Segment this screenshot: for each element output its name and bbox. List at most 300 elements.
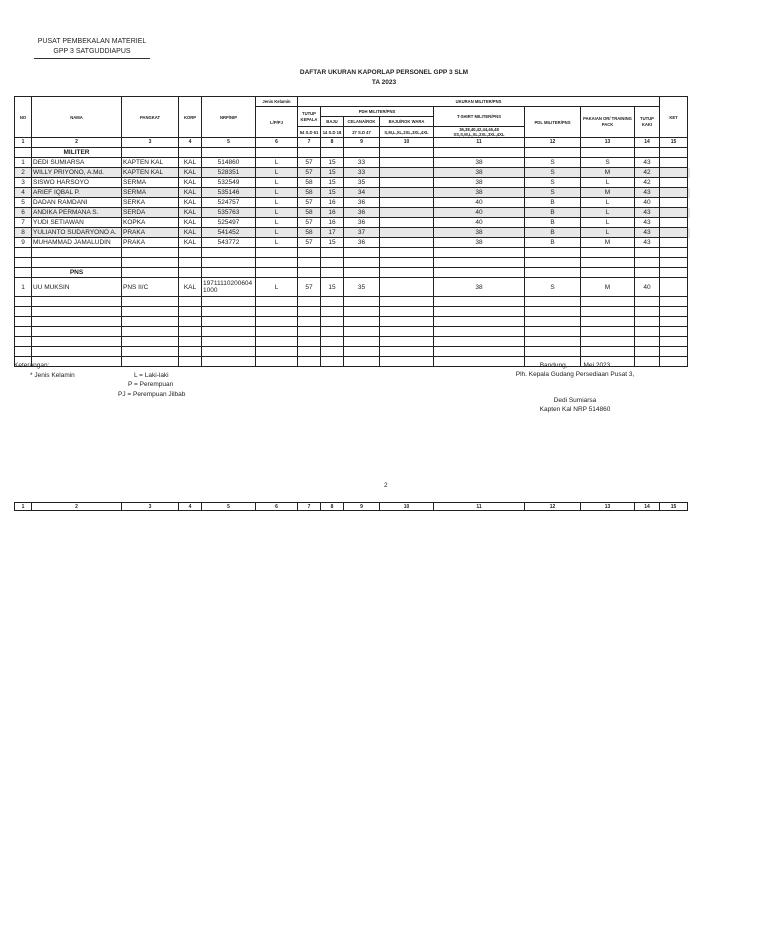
cell-baju: 15 (321, 278, 344, 297)
column-number: 5 (202, 138, 256, 148)
cell-baju-rok (380, 228, 434, 238)
cell-tutup-kaki: 43 (635, 238, 660, 248)
cell-lp: L (256, 168, 298, 178)
empty-cell (179, 357, 202, 367)
cell-pdl: B (525, 238, 581, 248)
empty-cell (581, 268, 635, 278)
cell-pangkat: SERDA (122, 208, 179, 218)
empty-cell (298, 258, 321, 268)
empty-cell (434, 148, 525, 158)
empty-cell (525, 327, 581, 337)
empty-cell (321, 337, 344, 347)
cell-pangkat: SERMA (122, 178, 179, 188)
empty-row (15, 248, 688, 258)
empty-cell (660, 248, 688, 258)
empty-cell (15, 307, 32, 317)
cell-tshirt: 38 (434, 188, 525, 198)
column-number: 3 (122, 138, 179, 148)
empty-cell (344, 248, 380, 258)
cell-nama: UU MUKSIN (32, 278, 122, 297)
cell-nrp: 535146 (202, 188, 256, 198)
cell-baju-rok (380, 238, 434, 248)
empty-cell (344, 317, 380, 327)
cell-nrp: 528351 (202, 168, 256, 178)
empty-cell (179, 347, 202, 357)
cell-lp: L (256, 278, 298, 297)
cell-nama: YULIANTO SUDARYONO A. (32, 228, 122, 238)
cell-nama: ARIEF IQBAL P. (32, 188, 122, 198)
empty-cell (380, 357, 434, 367)
cell-tutup-kaki: 43 (635, 188, 660, 198)
empty-cell (635, 347, 660, 357)
empty-cell (344, 347, 380, 357)
empty-cell (321, 148, 344, 158)
cell-korp: KAL (179, 198, 202, 208)
empty-cell (660, 258, 688, 268)
empty-cell (256, 327, 298, 337)
column-number: 8 (321, 503, 344, 511)
notes-l: L = Laki-laki (134, 372, 169, 379)
cell-no: 6 (15, 208, 32, 218)
empty-cell (635, 248, 660, 258)
empty-cell (581, 307, 635, 317)
cell-celana: 36 (344, 198, 380, 208)
cell-pangkat: KOPKA (122, 218, 179, 228)
cell-baju-rok (380, 198, 434, 208)
cell-korp: KAL (179, 278, 202, 297)
empty-cell (15, 327, 32, 337)
section-label-row (15, 268, 688, 278)
cell-baju-rok (380, 168, 434, 178)
notes-block (14, 361, 49, 371)
empty-cell (660, 327, 688, 337)
empty-cell (344, 258, 380, 268)
footer-column-number-row (14, 502, 688, 511)
cell-pangkat: PNS II/C (122, 278, 179, 297)
cell-baju: 15 (321, 168, 344, 178)
empty-cell (380, 307, 434, 317)
cell-pakaian: M (581, 278, 635, 297)
empty-cell (581, 327, 635, 337)
empty-cell (660, 307, 688, 317)
empty-cell (32, 337, 122, 347)
cell-tutup-kaki: 40 (635, 198, 660, 208)
cell-pangkat: KAPTEN KAL (122, 168, 179, 178)
empty-cell (256, 347, 298, 357)
header-nama: NAMA (32, 97, 122, 138)
empty-cell (321, 248, 344, 258)
cell-baju: 16 (321, 218, 344, 228)
notes-pj: PJ = Perempuan Jilbab (118, 391, 186, 398)
cell-tutup-kaki: 40 (635, 278, 660, 297)
header-pdl: PDL MILITER/PNS (525, 107, 581, 138)
cell-celana: 36 (344, 208, 380, 218)
org-line-2: GPP 3 SATGUDDIAPUS (34, 47, 150, 59)
empty-cell (581, 148, 635, 158)
empty-cell (256, 248, 298, 258)
table-row (15, 168, 688, 178)
cell-nama: DADAN RAMDANI (32, 198, 122, 208)
header-tutup-kepala: TUTUP KEPALA (298, 107, 321, 127)
empty-cell (321, 347, 344, 357)
cell-tutup-kepala: 58 (298, 208, 321, 218)
empty-cell (660, 268, 688, 278)
empty-cell (321, 307, 344, 317)
empty-cell (15, 268, 32, 278)
empty-cell (32, 327, 122, 337)
cell-pakaian: M (581, 188, 635, 198)
cell-celana: 36 (344, 238, 380, 248)
cell-tutup-kepala: 57 (298, 158, 321, 168)
cell-baju-rok (380, 208, 434, 218)
empty-cell (434, 248, 525, 258)
column-number: 9 (344, 503, 380, 511)
empty-cell (179, 337, 202, 347)
empty-cell (256, 357, 298, 367)
header-baju: BAJU (321, 117, 344, 127)
empty-cell (298, 297, 321, 307)
cell-korp: KAL (179, 218, 202, 228)
cell-baju-rok (380, 178, 434, 188)
cell-baju: 15 (321, 178, 344, 188)
range-baju: 14 S.D 18 (321, 127, 344, 138)
cell-nama: MUHAMMAD JAMALUDIN (32, 238, 122, 248)
cell-baju-rok (380, 218, 434, 228)
empty-cell (256, 148, 298, 158)
column-number: 14 (635, 138, 660, 148)
cell-pdl: B (525, 208, 581, 218)
cell-tutup-kepala: 58 (298, 188, 321, 198)
cell-no: 1 (15, 278, 32, 297)
empty-cell (635, 268, 660, 278)
cell-celana: 35 (344, 278, 380, 297)
empty-cell (321, 268, 344, 278)
title-line-1: DAFTAR UKURAN KAPORLAP PERSONEL GPP 3 SLM (299, 69, 469, 76)
table-row (15, 158, 688, 168)
empty-cell (321, 357, 344, 367)
cell-pakaian: L (581, 228, 635, 238)
cell-tutup-kaki: 43 (635, 218, 660, 228)
empty-cell (434, 297, 525, 307)
column-number: 7 (298, 138, 321, 148)
empty-cell (581, 317, 635, 327)
cell-pangkat: KAPTEN KAL (122, 158, 179, 168)
notes-p: P = Perempuan (128, 381, 174, 388)
cell-lp: L (256, 158, 298, 168)
column-number: 1 (15, 138, 32, 148)
empty-cell (344, 297, 380, 307)
header-ket: KET (660, 97, 688, 138)
empty-cell (635, 258, 660, 268)
empty-cell (202, 307, 256, 317)
cell-no: 3 (15, 178, 32, 188)
cell-tutup-kepala: 57 (298, 218, 321, 228)
empty-cell (122, 337, 179, 347)
empty-cell (32, 297, 122, 307)
table-row (15, 228, 688, 238)
column-number: 8 (321, 138, 344, 148)
empty-cell (202, 258, 256, 268)
empty-cell (525, 258, 581, 268)
empty-cell (15, 297, 32, 307)
range-tshirt: 36,38,40,42,44,46,48 XS,S,M,L,XL,2XL,3XL,4XL (434, 127, 525, 138)
empty-cell (581, 297, 635, 307)
cell-tshirt: 38 (434, 168, 525, 178)
empty-cell (256, 337, 298, 347)
empty-cell (122, 297, 179, 307)
empty-cell (256, 268, 298, 278)
cell-celana: 34 (344, 188, 380, 198)
cell-tutup-kepala: 57 (298, 278, 321, 297)
empty-cell (434, 307, 525, 317)
empty-cell (256, 317, 298, 327)
header-jenis-kelamin: Jenis Kelamin (256, 97, 298, 107)
empty-cell (380, 258, 434, 268)
empty-cell (635, 148, 660, 158)
header-celana: CELANA/ROK (344, 117, 380, 127)
cell-pakaian: L (581, 178, 635, 188)
empty-cell (344, 148, 380, 158)
cell-baju-rok (380, 278, 434, 297)
empty-cell (15, 337, 32, 347)
cell-pdl: S (525, 278, 581, 297)
cell-tutup-kaki: 43 (635, 158, 660, 168)
table-row (15, 188, 688, 198)
cell-pakaian: M (581, 238, 635, 248)
cell-pangkat: PRAKA (122, 238, 179, 248)
cell-pakaian: S (581, 158, 635, 168)
empty-cell (635, 297, 660, 307)
empty-cell (32, 248, 122, 258)
cell-no: 5 (15, 198, 32, 208)
column-number: 11 (434, 503, 525, 511)
empty-cell (202, 317, 256, 327)
cell-baju: 16 (321, 198, 344, 208)
cell-nrp: 514860 (202, 158, 256, 168)
cell-tshirt: 40 (434, 198, 525, 208)
empty-row (15, 258, 688, 268)
organization-header (34, 37, 150, 59)
cell-no: 8 (15, 228, 32, 238)
table-row (15, 178, 688, 188)
title-line-2: TA 2023 (371, 79, 397, 86)
cell-nama: DEDI SUMIARSA (32, 158, 122, 168)
cell-ket (660, 208, 688, 218)
empty-cell (122, 317, 179, 327)
empty-cell (122, 347, 179, 357)
column-number: 15 (660, 503, 688, 511)
column-number: 9 (344, 138, 380, 148)
signature-name: Dedi Sumiarsa (553, 397, 597, 404)
cell-pakaian: L (581, 218, 635, 228)
empty-cell (434, 317, 525, 327)
header-pdh: PDH MILITER/PNS (321, 107, 434, 117)
cell-korp: KAL (179, 178, 202, 188)
empty-cell (15, 148, 32, 158)
empty-cell (380, 297, 434, 307)
empty-row (15, 297, 688, 307)
empty-cell (122, 148, 179, 158)
cell-tutup-kaki: 43 (635, 228, 660, 238)
column-number: 10 (380, 138, 434, 148)
empty-cell (298, 327, 321, 337)
cell-baju: 17 (321, 228, 344, 238)
cell-pangkat: SERKA (122, 198, 179, 208)
empty-cell (380, 337, 434, 347)
cell-pdl: B (525, 218, 581, 228)
empty-cell (581, 258, 635, 268)
personnel-size-table (14, 96, 688, 367)
empty-cell (202, 248, 256, 258)
cell-korp: KAL (179, 188, 202, 198)
cell-nrp: 543772 (202, 238, 256, 248)
cell-baju: 15 (321, 188, 344, 198)
empty-row (15, 337, 688, 347)
empty-cell (32, 258, 122, 268)
cell-nrp: 19711110200604 1000 (202, 278, 256, 297)
empty-cell (635, 327, 660, 337)
empty-cell (179, 307, 202, 317)
empty-cell (202, 297, 256, 307)
cell-pakaian: L (581, 198, 635, 208)
cell-lp: L (256, 238, 298, 248)
cell-lp: L (256, 208, 298, 218)
empty-cell (380, 327, 434, 337)
table-row (15, 208, 688, 218)
cell-tshirt: 38 (434, 278, 525, 297)
header-baju-rok: BAJU/ROK WARA (380, 117, 434, 127)
cell-ket (660, 278, 688, 297)
empty-cell (179, 248, 202, 258)
empty-cell (15, 347, 32, 357)
empty-cell (581, 347, 635, 357)
column-number: 3 (122, 503, 179, 511)
empty-cell (660, 347, 688, 357)
column-number: 11 (434, 138, 525, 148)
range-celana: 27 S.D 47 (344, 127, 380, 138)
table-row (15, 218, 688, 228)
cell-baju-rok (380, 188, 434, 198)
empty-cell (122, 258, 179, 268)
document-title (0, 68, 768, 88)
empty-cell (660, 297, 688, 307)
cell-pdl: S (525, 188, 581, 198)
empty-cell (525, 248, 581, 258)
header-no: NO (15, 97, 32, 138)
cell-korp: KAL (179, 228, 202, 238)
column-number: 10 (380, 503, 434, 511)
empty-cell (660, 317, 688, 327)
column-number: 2 (32, 138, 122, 148)
empty-cell (660, 357, 688, 367)
header-tutup-kaki: TUTUP KAKI (635, 107, 660, 138)
empty-cell (525, 317, 581, 327)
header-lp: L/P/PJ (256, 107, 298, 138)
header-ukuran: UKURAN MILITER/PNS (298, 97, 660, 107)
signature-role: Plh. Kepala Gudang Persediaan Pusat 3, (515, 370, 635, 378)
empty-cell (321, 297, 344, 307)
cell-baju-rok (380, 158, 434, 168)
cell-celana: 36 (344, 218, 380, 228)
empty-cell (344, 307, 380, 317)
cell-no: 7 (15, 218, 32, 228)
cell-lp: L (256, 198, 298, 208)
cell-lp: L (256, 188, 298, 198)
section-label: PNS (32, 268, 122, 278)
column-number: 12 (525, 138, 581, 148)
empty-cell (581, 248, 635, 258)
cell-ket (660, 238, 688, 248)
cell-nrp: 535763 (202, 208, 256, 218)
cell-lp: L (256, 178, 298, 188)
empty-cell (202, 337, 256, 347)
empty-cell (179, 148, 202, 158)
empty-row (15, 347, 688, 357)
empty-cell (122, 327, 179, 337)
cell-korp: KAL (179, 238, 202, 248)
cell-nrp: 532549 (202, 178, 256, 188)
empty-cell (298, 268, 321, 278)
empty-cell (525, 148, 581, 158)
column-number: 6 (256, 503, 298, 511)
cell-nrp: 525497 (202, 218, 256, 228)
empty-cell (32, 347, 122, 357)
cell-nama: WILLY PRIYONO, A.Md. (32, 168, 122, 178)
cell-tshirt: 38 (434, 228, 525, 238)
empty-cell (321, 327, 344, 337)
empty-cell (179, 327, 202, 337)
cell-celana: 37 (344, 228, 380, 238)
section-label-row (15, 148, 688, 158)
empty-cell (32, 317, 122, 327)
cell-pdl: S (525, 178, 581, 188)
cell-tutup-kaki: 43 (635, 208, 660, 218)
signature-rank: Kapten Kal NRP 514860 (539, 405, 611, 413)
empty-cell (256, 307, 298, 317)
notes-jenis-kelamin: * Jenis Kelamin (30, 372, 75, 379)
cell-baju: 16 (321, 208, 344, 218)
empty-cell (635, 317, 660, 327)
notes-title: Keterangan: (14, 362, 50, 369)
empty-cell (298, 357, 321, 367)
column-number: 13 (581, 503, 635, 511)
table-row (15, 198, 688, 208)
cell-no: 9 (15, 238, 32, 248)
column-number: 7 (298, 503, 321, 511)
org-line-1: PUSAT PEMBEKALAN MATERIEL (37, 38, 147, 45)
page-number: 2 (384, 482, 388, 489)
empty-cell (321, 258, 344, 268)
cell-celana: 33 (344, 158, 380, 168)
signature-place: Bandung, (539, 362, 568, 369)
empty-cell (179, 297, 202, 307)
empty-cell (15, 258, 32, 268)
empty-cell (32, 307, 122, 317)
cell-tutup-kepala: 57 (298, 198, 321, 208)
empty-cell (635, 307, 660, 317)
cell-tshirt: 40 (434, 208, 525, 218)
empty-cell (202, 357, 256, 367)
empty-cell (179, 317, 202, 327)
section-label: MILITER (32, 148, 122, 158)
column-number: 12 (525, 503, 581, 511)
empty-cell (380, 248, 434, 258)
cell-nama: YUDI SETIAWAN (32, 218, 122, 228)
empty-cell (122, 307, 179, 317)
empty-cell (344, 268, 380, 278)
empty-cell (122, 357, 179, 367)
empty-cell (202, 327, 256, 337)
